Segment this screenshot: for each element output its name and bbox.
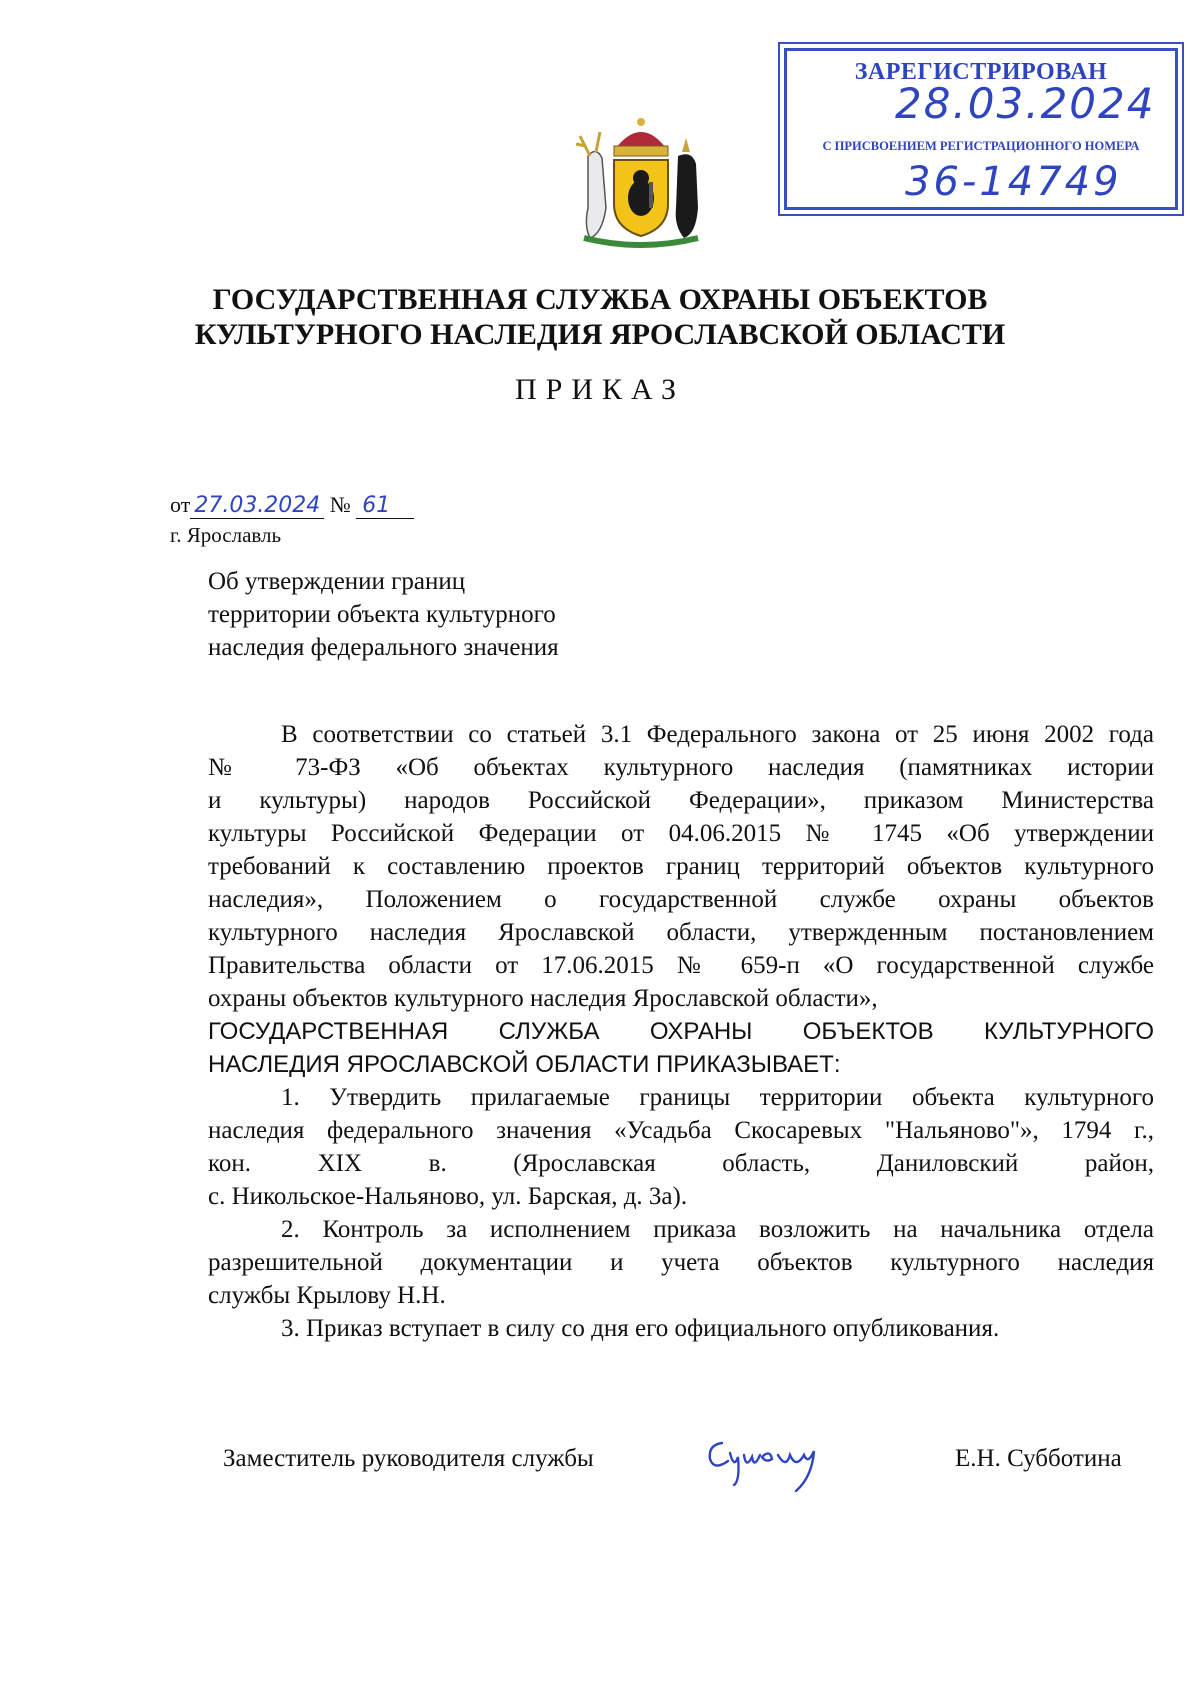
subject-line: Об утверждении границ [208, 568, 466, 595]
preamble-line: Правительства области от 17.06.2015 № 659-п «О государственной службе [208, 952, 1154, 979]
preamble-line: культурного наследия Ярославской области, утвержденным постановлением [208, 919, 1154, 946]
stamp-title: ЗАРЕГИСТРИРОВАН [854, 59, 1108, 85]
item-2-line: службы Крылову Н.Н. [208, 1282, 446, 1309]
subject-line: территории объекта культурного [208, 601, 556, 628]
order-clause: ГОСУДАРСТВЕННАЯ СЛУЖБА ОХРАНЫ ОБЪЕКТОВ КУЛЬТУРНОГО [208, 1018, 1154, 1045]
organization-name-line-1: ГОСУДАРСТВЕННАЯ СЛУЖБА ОХРАНЫ ОБЪЕКТОВ [212, 283, 988, 316]
handwritten-signature [700, 1425, 835, 1495]
stamp-subtitle: С ПРИСВОЕНИЕМ РЕГИСТРАЦИОННОГО НОМЕРА [822, 139, 1140, 153]
signer-name: Е.Н. Субботина [955, 1445, 1122, 1472]
preamble-line: В соответствии со статьей 3.1 Федерального закона от 25 июня 2002 года [281, 721, 1154, 748]
preamble-line: наследия», Положением о государственной службе охраны объектов [208, 886, 1154, 913]
preamble-line: № 73-ФЗ «Об объектах культурного наследия (памятниках истории [208, 754, 1154, 781]
registration-stamp [784, 48, 1178, 210]
order-number: 61 [362, 493, 391, 518]
coat-of-arms-icon [566, 116, 716, 248]
order-subject [208, 565, 559, 664]
item-3: 3. Приказ вступает в силу со дня его официального опубликования. [281, 1315, 1000, 1342]
order-clause: НАСЛЕДИЯ ЯРОСЛАВСКОЙ ОБЛАСТИ ПРИКАЗЫВАЕТ: [208, 1051, 841, 1078]
number-prefix: № [329, 492, 351, 517]
preamble-line: культуры Российской Федерации от 04.06.2015 № 1745 «Об утверждении [208, 820, 1154, 847]
signer-position: Заместитель руководителя службы [223, 1445, 594, 1472]
order-date-number [170, 492, 414, 519]
preamble-line: и культуры) народов Российской Федерации», приказом Министерства [208, 787, 1154, 814]
preamble-line: охраны объектов культурного наследия Ярославской области», [208, 985, 878, 1012]
item-1-line: 1. Утвердить прилагаемые границы территории объекта культурного [281, 1084, 1154, 1111]
document-type: ПРИКАЗ [515, 373, 685, 406]
item-1-line: наследия федерального значения «Усадьба Скосаревых "Нальяново"», 1794 г., [208, 1117, 1154, 1144]
item-2-line: разрешительной документации и учета объектов культурного наследия [208, 1249, 1154, 1276]
stamp-registration-number: 36-14749 [905, 159, 1122, 205]
item-2-line: 2. Контроль за исполнением приказа возложить на начальника отдела [281, 1216, 1154, 1243]
preamble-line: требований к составлению проектов границ территорий объектов культурного [208, 853, 1154, 880]
city: г. Ярославль [170, 523, 282, 547]
organization-name-line-2: КУЛЬТУРНОГО НАСЛЕДИЯ ЯРОСЛАВСКОЙ ОБЛАСТИ [194, 318, 1006, 351]
item-1-line: с. Никольское-Нальяново, ул. Барская, д. 3а). [208, 1183, 688, 1210]
date-prefix: от [170, 492, 191, 517]
order-date: 27.03.2024 [194, 493, 321, 518]
order-body [208, 718, 1154, 1345]
item-1-line: кон. XIX в. (Ярославская область, Даниловский район, [208, 1150, 1154, 1177]
subject-line: наследия федерального значения [208, 634, 559, 661]
stamp-date: 28.03.2024 [895, 79, 1156, 128]
